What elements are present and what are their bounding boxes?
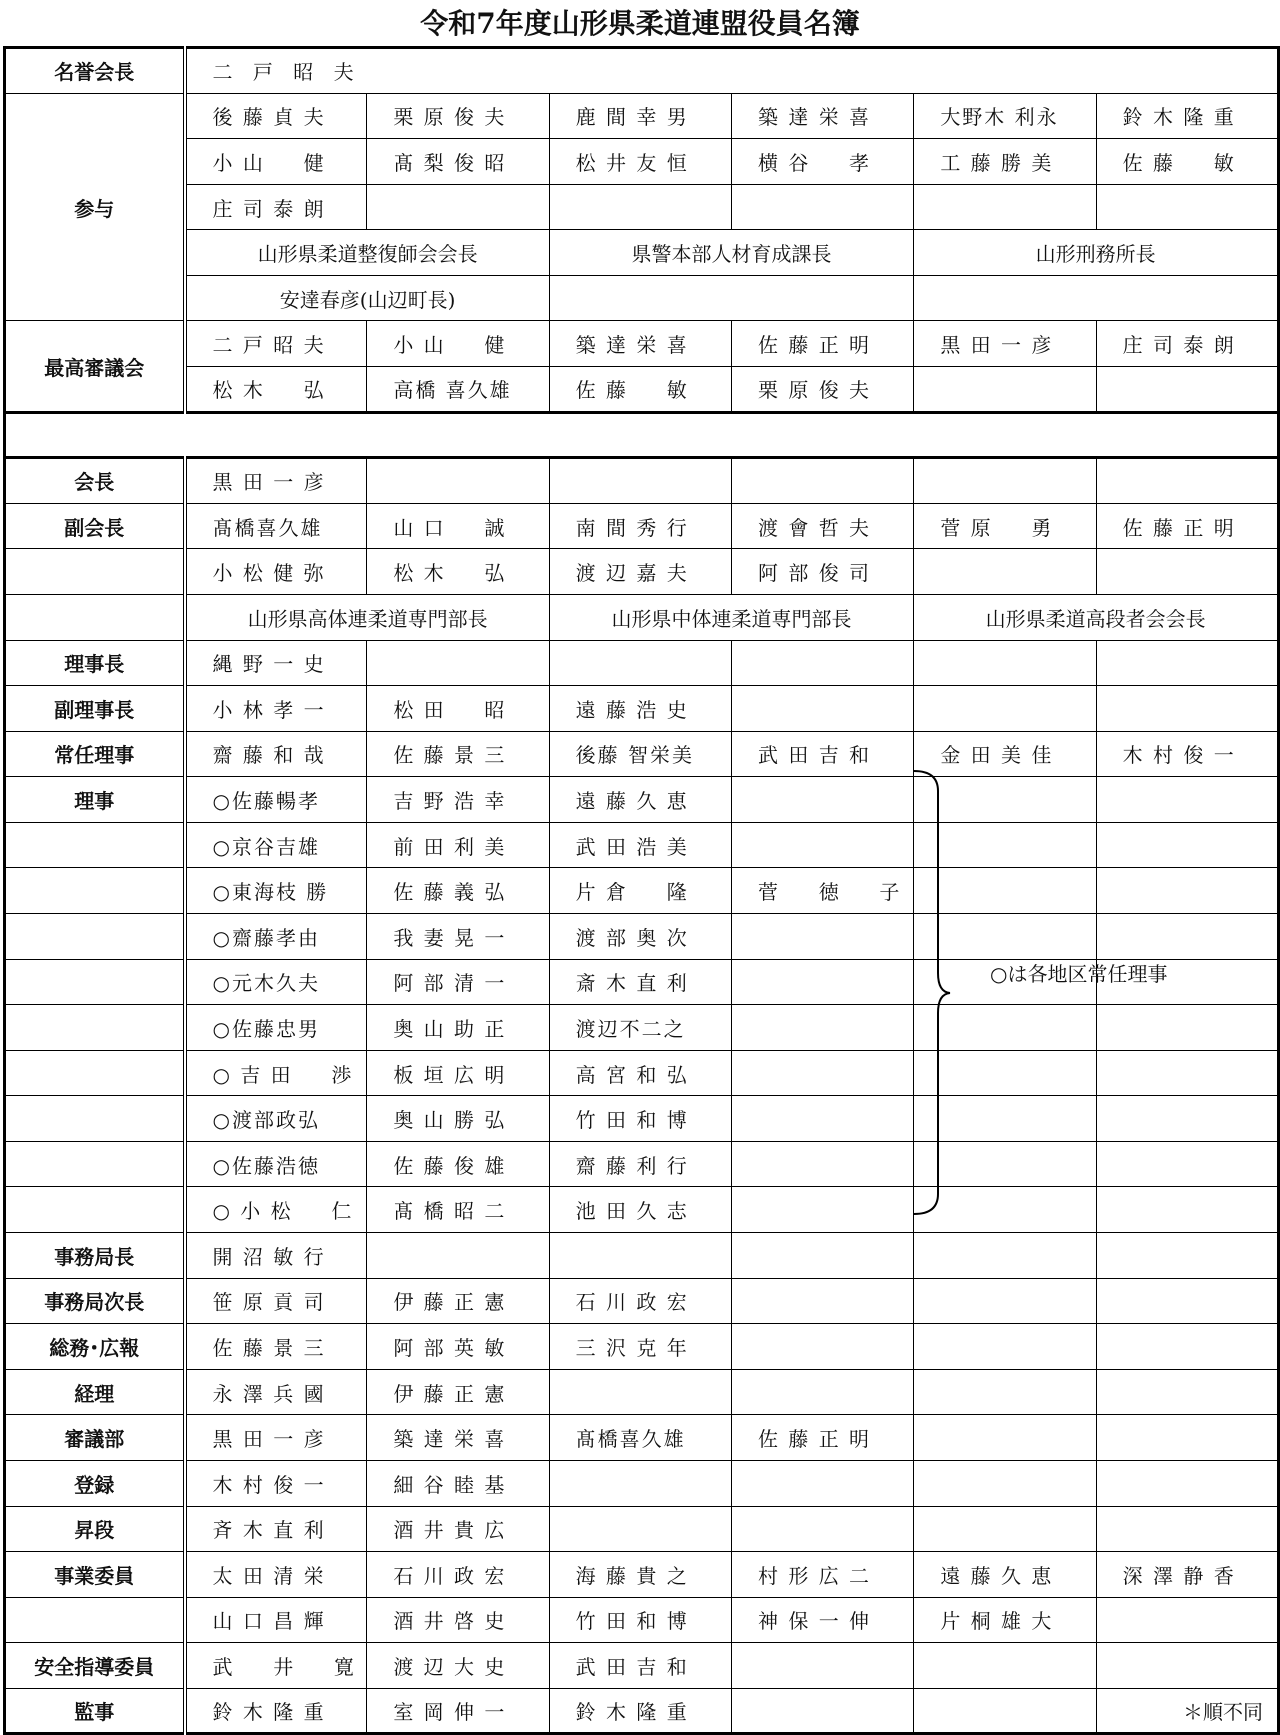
role-label: 監事 — [5, 1688, 185, 1734]
role-label — [5, 1050, 185, 1096]
roster-row — [5, 594, 1279, 640]
name-cell: ○佐藤忠男 — [185, 1005, 367, 1051]
separator-row — [5, 412, 1279, 458]
name-cell: 遠 藤 浩 史 — [549, 686, 731, 732]
role-label — [5, 549, 185, 595]
name-cell: 松 田 昭 — [367, 686, 549, 732]
role-label: 事務局長 — [5, 1233, 185, 1279]
name-cell: ○佐藤浩徳 — [185, 1141, 367, 1187]
name-cell: 黒 田 一 彦 — [185, 1415, 367, 1461]
name-cell: 齋 藤 和 哉 — [185, 731, 367, 777]
name-cell: 木 村 俊 一 — [1096, 731, 1278, 777]
name-cell — [1096, 1187, 1278, 1233]
name-cell: 佐 藤 正 明 — [731, 321, 913, 367]
name-cell — [914, 1643, 1096, 1689]
name-cell: 横 谷 孝 — [731, 139, 913, 185]
name-cell — [1096, 1369, 1278, 1415]
position-title-cell — [549, 275, 914, 321]
roster-row — [5, 93, 1279, 139]
role-label: 理事長 — [5, 640, 185, 686]
name-cell: 菅 原 勇 — [914, 503, 1096, 549]
name-cell — [731, 1141, 913, 1187]
document-title: 令和7年度山形県柔道連盟役員名簿 — [420, 7, 860, 40]
name-cell: ○齋藤孝由 — [185, 913, 367, 959]
name-cell: 石 川 政 宏 — [549, 1278, 731, 1324]
name-cell — [914, 640, 1096, 686]
roster-row — [5, 1415, 1279, 1461]
role-label — [5, 594, 185, 640]
name-cell: 髙橋喜久雄 — [185, 503, 367, 549]
name-cell: 庄 司 泰 朗 — [185, 184, 367, 230]
roster-row — [5, 139, 1279, 185]
name-cell: 松 木 弘 — [367, 549, 549, 595]
name-cell — [731, 777, 913, 823]
name-cell: 栗 原 俊 夫 — [731, 367, 913, 413]
position-title-cell — [914, 275, 1279, 321]
name-cell — [914, 1233, 1096, 1279]
name-cell: 海 藤 貴 之 — [549, 1552, 731, 1598]
roster-row — [5, 777, 1279, 823]
name-cell: 武 田 浩 美 — [549, 822, 731, 868]
name-cell: 松 木 弘 — [185, 367, 367, 413]
roster-row — [5, 686, 1279, 732]
name-cell — [1096, 367, 1278, 413]
name-cell: 斎 木 直 利 — [549, 959, 731, 1005]
roster-row — [5, 868, 1279, 914]
name-cell — [731, 1324, 913, 1370]
name-cell: 高橋 喜久雄 — [367, 367, 549, 413]
roster-row — [5, 1552, 1279, 1598]
roster-row — [5, 1278, 1279, 1324]
name-cell: 二 戸 昭 夫 — [185, 48, 1279, 94]
name-cell: 鈴 木 隆 重 — [185, 1688, 367, 1734]
name-cell — [731, 686, 913, 732]
name-cell — [1096, 1460, 1278, 1506]
name-cell: 工 藤 勝 美 — [914, 139, 1096, 185]
name-cell — [731, 913, 913, 959]
roster-row — [5, 367, 1279, 413]
name-cell: 縄 野 一 史 — [185, 640, 367, 686]
name-cell — [367, 640, 549, 686]
name-cell — [914, 1688, 1096, 1734]
name-cell: 開 沼 敏 行 — [185, 1233, 367, 1279]
name-cell: 黒 田 一 彦 — [185, 458, 367, 504]
role-label — [5, 1096, 185, 1142]
name-cell: 山 口 誠 — [367, 503, 549, 549]
name-cell — [367, 1233, 549, 1279]
name-cell — [731, 1278, 913, 1324]
name-cell: ○渡部政弘 — [185, 1096, 367, 1142]
role-label: 安全指導委員 — [5, 1643, 185, 1689]
role-label: 審議部 — [5, 1415, 185, 1461]
roster-row — [5, 458, 1279, 504]
name-cell: 山 口 昌 輝 — [185, 1597, 367, 1643]
roster-row — [5, 731, 1279, 777]
name-cell: 髙橋喜久雄 — [549, 1415, 731, 1461]
name-cell — [1096, 1506, 1278, 1552]
name-cell: 板 垣 広 明 — [367, 1050, 549, 1096]
name-cell — [731, 458, 913, 504]
name-cell — [1096, 1324, 1278, 1370]
roster-row — [5, 1369, 1279, 1415]
name-cell — [1096, 868, 1278, 914]
position-title-cell: 県警本部人材育成課長 — [549, 230, 914, 276]
name-cell: 竹 田 和 博 — [549, 1096, 731, 1142]
name-cell: 阿 部 英 敏 — [367, 1324, 549, 1370]
name-cell — [731, 1096, 913, 1142]
name-cell — [731, 184, 913, 230]
officer-roster-table — [3, 46, 1280, 1735]
role-label — [5, 868, 185, 914]
name-cell — [1096, 1233, 1278, 1279]
name-cell — [1096, 1141, 1278, 1187]
roster-row — [5, 1643, 1279, 1689]
name-cell — [731, 1460, 913, 1506]
name-cell: 佐 藤 正 明 — [731, 1415, 913, 1461]
name-cell: 武 井 寛 — [185, 1643, 367, 1689]
name-cell: 菅 徳 子 — [731, 868, 913, 914]
name-cell: 佐 藤 敏 — [549, 367, 731, 413]
name-cell — [914, 1278, 1096, 1324]
name-cell — [1096, 1096, 1278, 1142]
roster-row — [5, 640, 1279, 686]
roster-row — [5, 1141, 1279, 1187]
name-cell: 細 谷 睦 基 — [367, 1460, 549, 1506]
name-cell: 阿 部 俊 司 — [731, 549, 913, 595]
role-label: 事業委員 — [5, 1552, 185, 1598]
name-cell: ○東海枝 勝 — [185, 868, 367, 914]
name-cell — [731, 1187, 913, 1233]
name-cell: 武 田 吉 和 — [731, 731, 913, 777]
position-title-cell: 山形県柔道整復師会会長 — [185, 230, 550, 276]
name-cell — [1096, 458, 1278, 504]
roster-row — [5, 1096, 1279, 1142]
name-cell: 酒 井 啓 史 — [367, 1597, 549, 1643]
name-cell — [367, 184, 549, 230]
name-cell: 石 川 政 宏 — [367, 1552, 549, 1598]
name-cell: 我 妻 晃 一 — [367, 913, 549, 959]
order-note: ＊順不同 — [1096, 1688, 1278, 1734]
name-cell: 築 達 栄 喜 — [731, 93, 913, 139]
role-label: 名誉会長 — [5, 48, 185, 94]
name-cell: 後藤 智栄美 — [549, 731, 731, 777]
name-cell: 築 達 栄 喜 — [367, 1415, 549, 1461]
name-cell: 渡 辺 大 史 — [367, 1643, 549, 1689]
name-cell — [549, 458, 731, 504]
name-cell — [731, 1369, 913, 1415]
role-label: 昇段 — [5, 1506, 185, 1552]
name-cell: 佐 藤 敏 — [1096, 139, 1278, 185]
role-label: 副会長 — [5, 503, 185, 549]
roster-row — [5, 1460, 1279, 1506]
roster-row — [5, 1233, 1279, 1279]
name-cell — [731, 1506, 913, 1552]
name-cell: 木 村 俊 一 — [185, 1460, 367, 1506]
name-cell — [914, 184, 1096, 230]
roster-row — [5, 822, 1279, 868]
roster-row — [5, 230, 1279, 276]
name-cell — [549, 1506, 731, 1552]
name-cell — [731, 1233, 913, 1279]
roster-row — [5, 275, 1279, 321]
name-cell — [914, 1506, 1096, 1552]
name-cell — [549, 1233, 731, 1279]
role-label — [5, 1005, 185, 1051]
roster-row — [5, 1324, 1279, 1370]
name-cell: ○京谷吉雄 — [185, 822, 367, 868]
name-cell: 奥 山 勝 弘 — [367, 1096, 549, 1142]
name-cell — [731, 1005, 913, 1051]
role-label: 副理事長 — [5, 686, 185, 732]
position-title-cell: 山形県高体連柔道専門部長 — [185, 594, 550, 640]
name-cell: 金 田 美 佳 — [914, 731, 1096, 777]
name-cell — [367, 458, 549, 504]
roster-row — [5, 913, 1279, 959]
name-cell — [731, 822, 913, 868]
name-cell — [1096, 549, 1278, 595]
name-cell: 後 藤 貞 夫 — [185, 93, 367, 139]
name-cell: 渡 辺 嘉 夫 — [549, 549, 731, 595]
name-cell: 竹 田 和 博 — [549, 1597, 731, 1643]
name-cell: 小 山 健 — [185, 139, 367, 185]
name-cell — [914, 686, 1096, 732]
position-title-cell: 安達春彦(山辺町長) — [185, 275, 550, 321]
name-cell: 伊 藤 正 憲 — [367, 1278, 549, 1324]
name-cell: 鈴 木 隆 重 — [549, 1688, 731, 1734]
roster-row — [5, 1688, 1279, 1734]
name-cell: 遠 藤 久 恵 — [549, 777, 731, 823]
name-cell: 小 松 健 弥 — [185, 549, 367, 595]
role-label: 最高審議会 — [5, 321, 185, 412]
name-cell — [731, 1643, 913, 1689]
name-cell — [1096, 640, 1278, 686]
roster-row — [5, 503, 1279, 549]
district-director-note: ○は各地区常任理事 — [990, 962, 1168, 986]
role-label: 参与 — [5, 93, 185, 321]
name-cell: 南 間 秀 行 — [549, 503, 731, 549]
name-cell: 高 宮 和 弘 — [549, 1050, 731, 1096]
name-cell — [1096, 1643, 1278, 1689]
role-label: 登録 — [5, 1460, 185, 1506]
name-cell: 片 桐 雄 大 — [914, 1597, 1096, 1643]
name-cell — [1096, 822, 1278, 868]
name-cell: ○元木久夫 — [185, 959, 367, 1005]
role-label: 総務･広報 — [5, 1324, 185, 1370]
name-cell — [549, 1460, 731, 1506]
roster-row — [5, 549, 1279, 595]
name-cell: 前 田 利 美 — [367, 822, 549, 868]
name-cell: ○佐藤暢孝 — [185, 777, 367, 823]
name-cell — [914, 1369, 1096, 1415]
role-label — [5, 959, 185, 1005]
role-label — [5, 1141, 185, 1187]
roster-row — [5, 48, 1279, 94]
name-cell: 渡辺不二之 — [549, 1005, 731, 1051]
position-title-cell: 山形刑務所長 — [914, 230, 1279, 276]
name-cell — [731, 1050, 913, 1096]
name-cell: 渡 部 奥 次 — [549, 913, 731, 959]
name-cell: 二 戸 昭 夫 — [185, 321, 367, 367]
name-cell: 松 井 友 恒 — [549, 139, 731, 185]
name-cell: 神 保 一 伸 — [731, 1597, 913, 1643]
name-cell: 鈴 木 隆 重 — [1096, 93, 1278, 139]
name-cell: 村 形 広 二 — [731, 1552, 913, 1598]
name-cell — [1096, 1050, 1278, 1096]
role-label: 経理 — [5, 1369, 185, 1415]
name-cell: 池 田 久 志 — [549, 1187, 731, 1233]
role-label: 理事 — [5, 777, 185, 823]
role-label: 事務局次長 — [5, 1278, 185, 1324]
name-cell: 庄 司 泰 朗 — [1096, 321, 1278, 367]
name-cell: 黒 田 一 彦 — [914, 321, 1096, 367]
name-cell — [1096, 184, 1278, 230]
role-label: 常任理事 — [5, 731, 185, 777]
roster-row — [5, 1005, 1279, 1051]
name-cell: 永 澤 兵 國 — [185, 1369, 367, 1415]
name-cell: 鹿 間 幸 男 — [549, 93, 731, 139]
name-cell: 片 倉 隆 — [549, 868, 731, 914]
name-cell: 酒 井 貴 広 — [367, 1506, 549, 1552]
name-cell — [549, 640, 731, 686]
name-cell: 深 澤 静 香 — [1096, 1552, 1278, 1598]
role-label — [5, 822, 185, 868]
name-cell — [1096, 777, 1278, 823]
name-cell: 遠 藤 久 恵 — [914, 1552, 1096, 1598]
name-cell — [1096, 1415, 1278, 1461]
name-cell: 佐 藤 景 三 — [185, 1324, 367, 1370]
name-cell: ○ 小 松 仁 — [185, 1187, 367, 1233]
name-cell: 阿 部 清 一 — [367, 959, 549, 1005]
name-cell: 佐 藤 景 三 — [367, 731, 549, 777]
roster-row — [5, 1187, 1279, 1233]
name-cell: 三 沢 克 年 — [549, 1324, 731, 1370]
name-cell — [914, 1415, 1096, 1461]
name-cell — [1096, 1597, 1278, 1643]
name-cell: 小 山 健 — [367, 321, 549, 367]
name-cell: 笹 原 貢 司 — [185, 1278, 367, 1324]
name-cell — [1096, 1278, 1278, 1324]
name-cell: ○ 吉 田 渉 — [185, 1050, 367, 1096]
separator-cell — [5, 412, 1279, 458]
name-cell: 佐 藤 俊 雄 — [367, 1141, 549, 1187]
name-cell — [914, 1324, 1096, 1370]
name-cell: 吉 野 浩 幸 — [367, 777, 549, 823]
role-label — [5, 1187, 185, 1233]
name-cell: 髙 橋 昭 二 — [367, 1187, 549, 1233]
name-cell: 佐 藤 正 明 — [1096, 503, 1278, 549]
name-cell — [731, 1688, 913, 1734]
roster-row — [5, 321, 1279, 367]
name-cell — [1096, 913, 1278, 959]
name-cell — [914, 367, 1096, 413]
roster-row — [5, 1050, 1279, 1096]
name-cell: 武 田 吉 和 — [549, 1643, 731, 1689]
name-cell — [549, 184, 731, 230]
name-cell: 齋 藤 利 行 — [549, 1141, 731, 1187]
name-cell — [549, 1369, 731, 1415]
name-cell: 築 達 栄 喜 — [549, 321, 731, 367]
role-label — [5, 913, 185, 959]
position-title-cell: 山形県中体連柔道専門部長 — [549, 594, 914, 640]
name-cell: 渡 會 哲 夫 — [731, 503, 913, 549]
name-cell: 佐 藤 義 弘 — [367, 868, 549, 914]
role-label: 会長 — [5, 458, 185, 504]
name-cell: 太 田 清 栄 — [185, 1552, 367, 1598]
name-cell: 伊 藤 正 憲 — [367, 1369, 549, 1415]
role-label — [5, 1597, 185, 1643]
name-cell: 奥 山 助 正 — [367, 1005, 549, 1051]
name-cell — [1096, 1005, 1278, 1051]
right-brace-icon — [912, 769, 952, 1216]
roster-row — [5, 1506, 1279, 1552]
name-cell — [1096, 686, 1278, 732]
roster-row — [5, 184, 1279, 230]
name-cell — [731, 640, 913, 686]
name-cell: 大野木 利永 — [914, 93, 1096, 139]
name-cell: 小 林 孝 一 — [185, 686, 367, 732]
roster-body — [5, 48, 1279, 1734]
roster-row — [5, 1597, 1279, 1643]
name-cell — [914, 549, 1096, 595]
name-cell: 髙 梨 俊 昭 — [367, 139, 549, 185]
position-title-cell: 山形県柔道高段者会会長 — [914, 594, 1279, 640]
name-cell: 栗 原 俊 夫 — [367, 93, 549, 139]
name-cell: 室 岡 伸 一 — [367, 1688, 549, 1734]
name-cell — [914, 458, 1096, 504]
name-cell — [914, 1460, 1096, 1506]
name-cell — [731, 959, 913, 1005]
name-cell: 斉 木 直 利 — [185, 1506, 367, 1552]
